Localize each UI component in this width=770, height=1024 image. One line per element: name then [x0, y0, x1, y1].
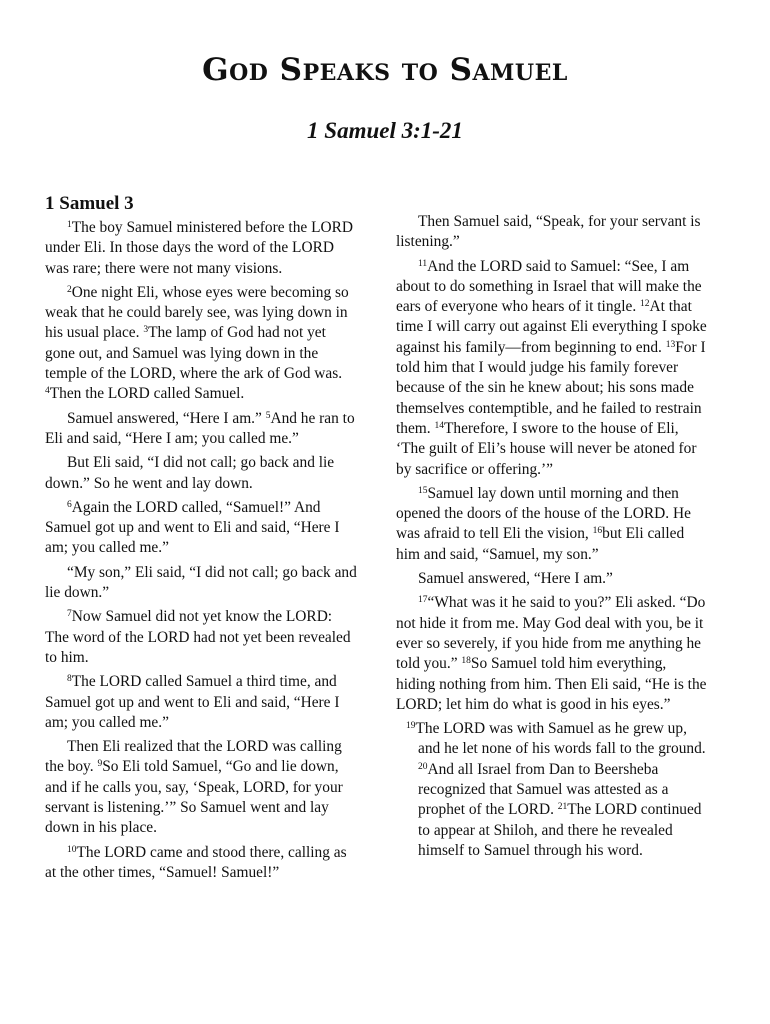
scripture-paragraph — [45, 737, 359, 838]
verse-text: The lamp of God had not yet gone out, and Samuel was lying down in the temple of the LORD, where the ark of God was. — [45, 324, 343, 383]
scripture-paragraph — [45, 607, 359, 668]
verse-text: Samuel lay down until morning and then opened the doors of the house of the LORD. He was afraid to tell Eli the vision, — [396, 484, 691, 543]
verse-number: 7 — [67, 609, 72, 620]
scripture-paragraph — [396, 593, 708, 715]
verse-number: 12 — [640, 298, 650, 309]
scripture-reference: 1 Samuel 3:1-21 — [307, 118, 463, 143]
verse-text: And all Israel from Dan to Beersheba recognized that Samuel was attested as a prophet of the LORD. — [418, 760, 669, 819]
scripture-paragraph — [396, 484, 708, 565]
scripture-paragraph — [45, 672, 359, 733]
left-column-body — [45, 218, 359, 883]
verse-number: 2 — [67, 284, 72, 295]
right-column-body — [396, 212, 708, 861]
verse-text: But Eli said, “I did not call; go back and lie down.” So he went and lay down. — [45, 454, 335, 492]
scripture-paragraph — [45, 498, 359, 559]
right-column — [396, 212, 708, 865]
verse-text: So Eli told Samuel, “Go and lie down, and if he calls you, say, ‘Speak, LORD, for your servant is listening.’” So Samuel went and lay down in his place. — [45, 758, 343, 837]
scripture-paragraph — [396, 569, 708, 589]
verse-text: At that time I will carry out against Eli everything I spoke against his family—from beginning to end. — [396, 298, 707, 356]
verse-number: 11 — [418, 258, 428, 269]
verse-text: Again the LORD called, “Samuel!” And Samuel got up and went to Eli and said, “Here I am; you called me.” — [45, 498, 340, 557]
scripture-paragraph — [45, 218, 359, 279]
verse-text: but Eli called him and said, “Samuel, my son.” — [396, 525, 685, 563]
scripture-paragraph — [396, 719, 708, 861]
verse-number: 14 — [434, 420, 444, 431]
verse-text: Therefore, I swore to the house of Eli, ‘The guilt of Eli’s house will never be atoned for by sacrifice or offering.’” — [396, 419, 697, 478]
scripture-paragraph — [396, 257, 708, 480]
verse-number: 8 — [67, 674, 72, 685]
verse-text: Now Samuel did not yet know the LORD: The word of the LORD had not yet been revealed to him. — [45, 608, 351, 666]
verse-text: Then Samuel said, “Speak, for your servant is listening.” — [396, 213, 701, 251]
verse-text: The LORD called Samuel a third time, and Samuel got up and went to Eli and said, “Here I am; you called me.” — [45, 673, 340, 731]
verse-number: 6 — [67, 499, 72, 510]
verse-text: The LORD came and stood there, calling as at the other times, “Samuel! Samuel!” — [45, 843, 347, 881]
chapter-heading: 1 Samuel 3 — [45, 193, 134, 214]
verse-text: So Samuel told him everything, hiding nothing from him. Then Eli said, “He is the LORD; let him do what is good in his eyes.” — [396, 655, 707, 713]
verse-number: 4 — [45, 386, 50, 397]
verse-text: And the LORD said to Samuel: “See, I am about to do something in Israel that will make the ears of everyone who hears of it tingle. — [396, 257, 702, 316]
scripture-paragraph — [45, 453, 359, 494]
verse-text: The boy Samuel ministered before the LORD under Eli. In those days the word of the LORD was rare; there were not many visions. — [45, 219, 353, 277]
verse-text: One night Eli, whose eyes were becoming so weak that he could barely see, was lying down in his usual place. — [45, 283, 349, 342]
verse-number: 20 — [418, 761, 428, 772]
scripture-paragraph — [396, 212, 708, 253]
verse-number: 9 — [97, 759, 103, 770]
verse-number: 21 — [557, 802, 568, 813]
verse-number: 5 — [265, 410, 271, 421]
verse-text: “What was it he said to you?” Eli asked. “Do not hide it from me. May God deal with you, be it ever so severely, if you hide from me anything he told you.” — [396, 594, 706, 673]
scripture-paragraph — [45, 283, 359, 405]
verse-text: Then Eli realized that the LORD was calling the boy. — [45, 738, 342, 776]
verse-number: 18 — [461, 656, 471, 667]
verse-number: 16 — [592, 526, 603, 537]
page-title: God Speaks to Samuel — [202, 52, 568, 88]
verse-number: 3 — [143, 325, 149, 336]
verse-number: 17 — [418, 595, 428, 606]
verse-text: The LORD was with Samuel as he grew up, and he let none of his words fall to the ground. — [415, 720, 706, 758]
verse-text: Samuel answered, “Here I am.” — [67, 409, 266, 427]
verse-text: The LORD continued to appear at Shiloh, and there he revealed himself to Samuel through his word. — [418, 801, 702, 859]
verse-number: 15 — [418, 485, 428, 496]
scripture-paragraph — [45, 843, 359, 884]
verse-number: 19 — [406, 720, 416, 731]
scripture-paragraph — [45, 563, 359, 604]
verse-text: Then the LORD called Samuel. — [49, 385, 245, 403]
verse-number: 13 — [665, 339, 676, 350]
verse-number: 1 — [67, 219, 72, 230]
verse-text: For I told him that I would judge his family forever because of the sin he knew about; his sons made themselves contemptible, and he failed to restrain them. — [396, 338, 706, 437]
scripture-paragraph — [45, 409, 359, 450]
verse-text: And he ran to Eli and said, “Here I am; you called me.” — [45, 409, 355, 447]
verse-number: 10 — [67, 844, 77, 855]
left-column — [45, 193, 359, 887]
verse-text: Samuel answered, “Here I am.” — [418, 570, 613, 588]
verse-text: “My son,” Eli said, “I did not call; go back and lie down.” — [45, 563, 357, 602]
